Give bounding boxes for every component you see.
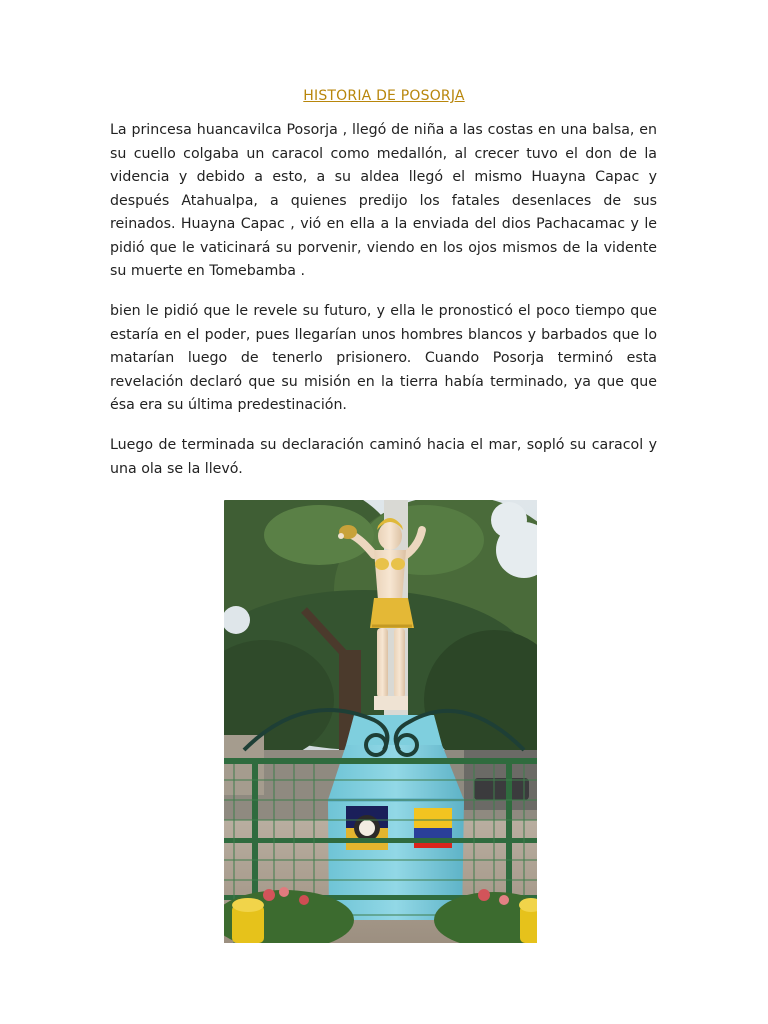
page-title: HISTORIA DE POSORJA: [303, 88, 465, 104]
paragraph-3: Luego de terminada su declaración caminó hacia el mar, sopló su caracol y una ola se la llevó.: [110, 437, 657, 477]
statue-photo: [224, 500, 537, 943]
paragraph-2: bien le pidió que le revele su futuro, y ella le pronosticó el poco tiempo que estaría en el poder, pues llegarían unos hombres blancos y barbados que lo matarían luego de tenerlo prisionero. Cuando Posorja terminó esta revelación declaró que su misión en la tierra había terminado, ya que que ésa era su última predestinación.: [110, 303, 657, 413]
statue-illustration: [224, 500, 537, 943]
flag-posorja: [346, 806, 388, 850]
paragraph-1: La princesa huancavilca Posorja , llegó de niña a las costas en una balsa, en su cuello colgaba un caracol como medallón, al crecer tuvo el don de la videncia y debido a esto, a su aldea llegó el mismo Huayna Capac y después Atahualpa, a quienes predijo los fatales desenlaces de sus reinados. Huayna Capac , vió en ella a la enviada del dios Pachacamac y le pidió que le vaticinará su porvenir, viendo en los ojos mismos de la vidente su muerte en Tomebamba .: [110, 122, 657, 279]
